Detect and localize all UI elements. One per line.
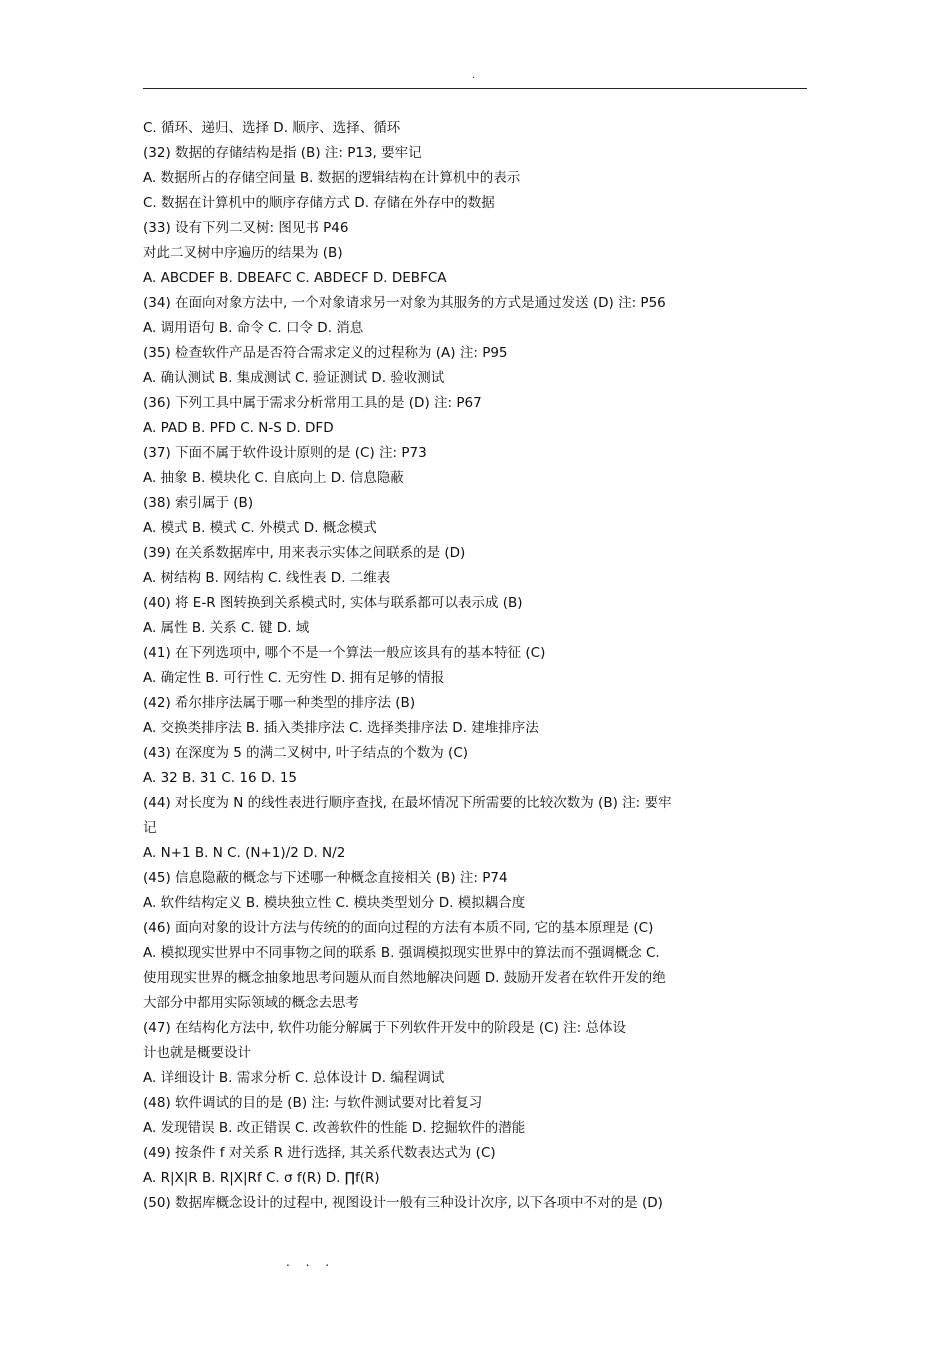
text-line: (44) 对长度为 N 的线性表进行顺序查找, 在最坏情况下所需要的比较次数为 (B) 注: 要牢 (143, 795, 672, 811)
text-line: (40) 将 E-R 图转换到关系模式时, 实体与联系都可以表示成 (B) (143, 595, 523, 611)
text-line: 计也就是概要设计 (143, 1045, 251, 1061)
text-line: A. 确定性 B. 可行性 C. 无穷性 D. 拥有足够的情报 (143, 670, 445, 686)
text-line: A. 树结构 B. 网结构 C. 线性表 D. 二维表 (143, 570, 391, 586)
text-line: A. 确认测试 B. 集成测试 C. 验证测试 D. 验收测试 (143, 370, 445, 386)
text-line: 对此二叉树中序遍历的结果为 (B) (143, 245, 343, 261)
text-line: (39) 在关系数据库中, 用来表示实体之间联系的是 (D) (143, 545, 466, 561)
text-line: 大部分中都用实际领域的概念去思考 (143, 995, 359, 1011)
text-line: (41) 在下列选项中, 哪个不是一个算法一般应该具有的基本特征 (C) (143, 645, 546, 661)
text-line: C. 循环、递归、选择 D. 顺序、选择、循环 (143, 120, 401, 136)
text-line: (42) 希尔排序法属于哪一种类型的排序法 (B) (143, 695, 416, 711)
text-line: (43) 在深度为 5 的满二叉树中, 叶子结点的个数为 (C) (143, 745, 469, 761)
text-line: (49) 按条件 f 对关系 R 进行选择, 其关系代数表达式为 (C) (143, 1145, 496, 1161)
text-line: (48) 软件调试的目的是 (B) 注: 与软件测试要对比着复习 (143, 1095, 483, 1111)
text-line: (36) 下列工具中属于需求分析常用工具的是 (D) 注: P67 (143, 395, 482, 411)
header-mark: . (472, 70, 476, 81)
text-line: A. 模式 B. 模式 C. 外模式 D. 概念模式 (143, 520, 377, 536)
text-line: (46) 面向对象的设计方法与传统的的面向过程的方法有本质不同, 它的基本原理是 (C) (143, 920, 654, 936)
text-line: A. 交换类排序法 B. 插入类排序法 C. 选择类排序法 D. 建堆排序法 (143, 720, 539, 736)
text-line: (33) 设有下列二叉树: 图见书 P46 (143, 220, 349, 236)
text-line: A. N+1 B. N C. (N+1)/2 D. N/2 (143, 845, 346, 861)
text-line: A. 调用语句 B. 命令 C. 口令 D. 消息 (143, 320, 364, 336)
text-line: A. 详细设计 B. 需求分析 C. 总体设计 D. 编程调试 (143, 1070, 445, 1086)
text-line: (50) 数据库概念设计的过程中, 视图设计一般有三种设计次序, 以下各项中不对的是 (D) (143, 1195, 663, 1211)
text-line: (34) 在面向对象方法中, 一个对象请求另一对象为其服务的方式是通过发送 (D) 注: P56 (143, 295, 666, 311)
text-line: A. PAD B. PFD C. N-S D. DFD (143, 420, 334, 436)
document-body (143, 116, 807, 1216)
text-line: A. 软件结构定义 B. 模块独立性 C. 模块类型划分 D. 模拟耦合度 (143, 895, 526, 911)
text-line: A. 抽象 B. 模块化 C. 自底向上 D. 信息隐蔽 (143, 470, 404, 486)
text-line: A. 数据所占的存储空间量 B. 数据的逻辑结构在计算机中的表示 (143, 170, 521, 186)
text-line: (47) 在结构化方法中, 软件功能分解属于下列软件开发中的阶段是 (C) 注: 总体设 (143, 1020, 626, 1036)
text-line: A. 发现错误 B. 改正错误 C. 改善软件的性能 D. 挖掘软件的潜能 (143, 1120, 526, 1136)
text-line: (32) 数据的存储结构是指 (B) 注: P13, 要牢记 (143, 145, 422, 161)
text-line: C. 数据在计算机中的顺序存储方式 D. 存储在外存中的数据 (143, 195, 495, 211)
text-line: (37) 下面不属于软件设计原则的是 (C) 注: P73 (143, 445, 427, 461)
text-line: A. 模拟现实世界中不同事物之间的联系 B. 强调模拟现实世界中的算法而不强调概念 C. (143, 945, 660, 961)
header-rule (143, 88, 807, 89)
text-line: (45) 信息隐蔽的概念与下述哪一种概念直接相关 (B) 注: P74 (143, 870, 508, 886)
text-line: A. 属性 B. 关系 C. 键 D. 域 (143, 620, 310, 636)
text-line: A. R|X|R B. R|X|Rf C. σ f(R) D. ∏f(R) (143, 1170, 380, 1186)
text-line: A. ABCDEF B. DBEAFC C. ABDECF D. DEBFCA (143, 270, 447, 286)
footer-mark: . . . (286, 1255, 336, 1269)
text-line: (38) 索引属于 (B) (143, 495, 254, 511)
text-line: (35) 检查软件产品是否符合需求定义的过程称为 (A) 注: P95 (143, 345, 508, 361)
text-line: A. 32 B. 31 C. 16 D. 15 (143, 770, 297, 786)
text-line: 使用现实世界的概念抽象地思考问题从而自然地解决问题 D. 鼓励开发者在软件开发的绝 (143, 970, 666, 986)
text-line: 记 (143, 820, 157, 836)
